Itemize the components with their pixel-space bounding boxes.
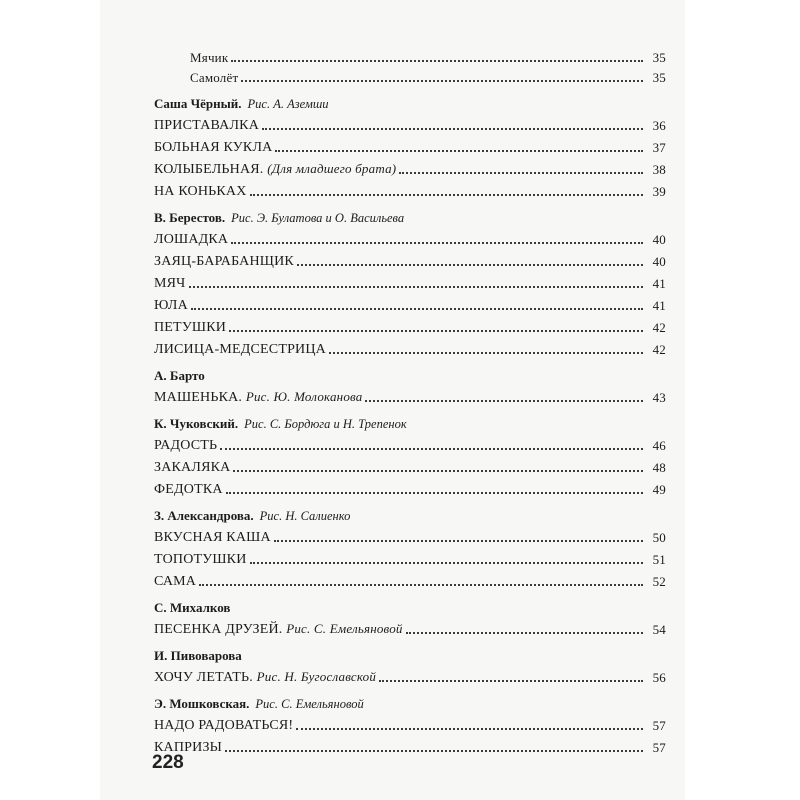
entry-title: Самолёт	[190, 70, 239, 85]
dot-leader	[231, 242, 643, 244]
entry-page: 42	[652, 320, 666, 335]
toc-entry	[154, 134, 666, 156]
entry-page: 56	[652, 670, 666, 685]
author-heading	[154, 406, 666, 432]
dot-leader	[379, 680, 643, 682]
dot-leader	[233, 470, 643, 472]
toc-entry	[154, 248, 666, 270]
entry-title-text: КОЛЫБЕЛЬНАЯ.	[154, 162, 264, 177]
entry-title-text: МАШЕНЬКА.	[154, 390, 243, 405]
dot-leader	[225, 750, 643, 752]
entry-title	[154, 389, 362, 406]
dot-leader	[231, 60, 643, 62]
dot-leader	[229, 330, 643, 332]
entry-page: 37	[652, 140, 666, 155]
entry-title: ЮЛА	[154, 298, 188, 313]
entry-title: НАДО РАДОВАТЬСЯ!	[154, 718, 294, 733]
entry-note: Рис. С. Емельяновой	[286, 621, 403, 636]
dot-leader	[297, 264, 643, 266]
entry-title: Мячик	[190, 50, 229, 65]
dot-leader	[241, 80, 643, 82]
table-of-contents	[154, 46, 666, 756]
entry-page: 40	[652, 232, 666, 247]
author-name: Э. Мошковская.	[154, 696, 250, 711]
author-name: К. Чуковский.	[154, 416, 239, 431]
author-name: С. Михалков	[154, 600, 231, 615]
entry-title: ЛОШАДКА	[154, 232, 229, 247]
dot-leader	[250, 562, 643, 564]
toc-entry	[154, 524, 666, 546]
entry-note: Рис. Н. Бугославской	[256, 669, 377, 684]
entry-title: ЗАКАЛЯКА	[154, 460, 231, 475]
toc-entry	[154, 432, 666, 454]
illustrator-credit: Рис. С. Бордюга и Н. Трепенок	[244, 417, 407, 431]
toc-entry	[154, 156, 666, 178]
toc-entry	[154, 734, 666, 756]
dot-leader	[399, 172, 643, 174]
entry-title: ЗАЯЦ-БАРАБАНЩИК	[154, 254, 294, 269]
entry-page: 49	[652, 482, 666, 497]
author-heading	[154, 638, 666, 664]
page-number: 228	[152, 752, 184, 773]
entry-page: 52	[652, 574, 666, 589]
illustrator-credit: Рис. А. Аземши	[247, 97, 329, 111]
entry-title: НА КОНЬКАХ	[154, 184, 247, 199]
toc-entry	[154, 712, 666, 734]
dot-leader	[365, 400, 643, 402]
toc-entry	[154, 178, 666, 200]
entry-note: (Для младшего брата)	[267, 161, 397, 176]
entry-title: ВКУСНАЯ КАША	[154, 530, 271, 545]
author-name: И. Пивоварова	[154, 648, 242, 663]
entry-title: САМА	[154, 574, 197, 589]
entry-title: КАПРИЗЫ	[154, 740, 223, 755]
entry-page: 51	[652, 552, 666, 567]
entry-page: 36	[652, 118, 666, 133]
toc-entry	[154, 616, 666, 638]
toc-entry	[154, 292, 666, 314]
toc-entry	[154, 270, 666, 292]
entry-page: 48	[652, 460, 666, 475]
illustrator-credit: Рис. Н. Салиенко	[259, 509, 351, 523]
entry-page: 39	[652, 184, 666, 199]
entry-page: 57	[652, 740, 666, 755]
entry-title	[154, 669, 376, 686]
toc-entry	[154, 546, 666, 568]
entry-title-text: ПЕСЕНКА ДРУЗЕЙ.	[154, 622, 283, 637]
dot-leader	[406, 632, 643, 634]
entry-title-text: ХОЧУ ЛЕТАТЬ.	[154, 670, 253, 685]
entry-page: 41	[652, 298, 666, 313]
entry-page: 43	[652, 390, 666, 405]
toc-entry	[154, 384, 666, 406]
toc-entry	[154, 568, 666, 590]
author-heading	[154, 590, 666, 616]
toc-entry	[154, 314, 666, 336]
author-name: З. Александрова.	[154, 508, 254, 523]
entry-page: 38	[652, 162, 666, 177]
entry-title: ФЕДОТКА	[154, 482, 223, 497]
dot-leader	[226, 492, 643, 494]
dot-leader	[220, 448, 643, 450]
entry-page: 35	[652, 70, 666, 85]
entry-page: 54	[652, 622, 666, 637]
entry-page: 40	[652, 254, 666, 269]
toc-entry	[154, 46, 666, 66]
dot-leader	[296, 728, 643, 730]
dot-leader	[199, 584, 643, 586]
author-heading	[154, 200, 666, 226]
entry-title: ТОПОТУШКИ	[154, 552, 247, 567]
dot-leader	[274, 540, 643, 542]
dot-leader	[189, 286, 644, 288]
entry-title	[154, 161, 396, 178]
author-heading	[154, 686, 666, 712]
dot-leader	[262, 128, 643, 130]
entry-title: РАДОСТЬ	[154, 438, 218, 453]
dot-leader	[250, 194, 643, 196]
entry-page: 42	[652, 342, 666, 357]
toc-entry	[154, 226, 666, 248]
author-heading	[154, 358, 666, 384]
toc-entry	[154, 454, 666, 476]
dot-leader	[191, 308, 643, 310]
toc-entry	[154, 336, 666, 358]
toc-entry	[154, 66, 666, 86]
dot-leader	[275, 150, 643, 152]
author-name: Саша Чёрный.	[154, 96, 242, 111]
entry-page: 57	[652, 718, 666, 733]
entry-page: 46	[652, 438, 666, 453]
author-heading	[154, 498, 666, 524]
illustrator-credit: Рис. С. Емельяновой	[255, 697, 364, 711]
entry-page: 41	[652, 276, 666, 291]
toc-entry	[154, 664, 666, 686]
entry-title	[154, 621, 403, 638]
entry-title: ПРИСТАВАЛКА	[154, 118, 260, 133]
author-heading	[154, 86, 666, 112]
entry-note: Рис. Ю. Молоканова	[245, 389, 363, 404]
illustrator-credit: Рис. Э. Булатова и О. Васильева	[231, 211, 405, 225]
toc-entry	[154, 112, 666, 134]
entry-title: БОЛЬНАЯ КУКЛА	[154, 140, 273, 155]
entry-title: МЯЧ	[154, 276, 186, 291]
toc-entry	[154, 476, 666, 498]
author-name: А. Барто	[154, 368, 205, 383]
entry-title: ЛИСИЦА-МЕДСЕСТРИЦА	[154, 342, 326, 357]
entry-page: 50	[652, 530, 666, 545]
author-name: В. Берестов.	[154, 210, 226, 225]
entry-title: ПЕТУШКИ	[154, 320, 227, 335]
entry-page: 35	[652, 50, 666, 65]
dot-leader	[329, 352, 643, 354]
